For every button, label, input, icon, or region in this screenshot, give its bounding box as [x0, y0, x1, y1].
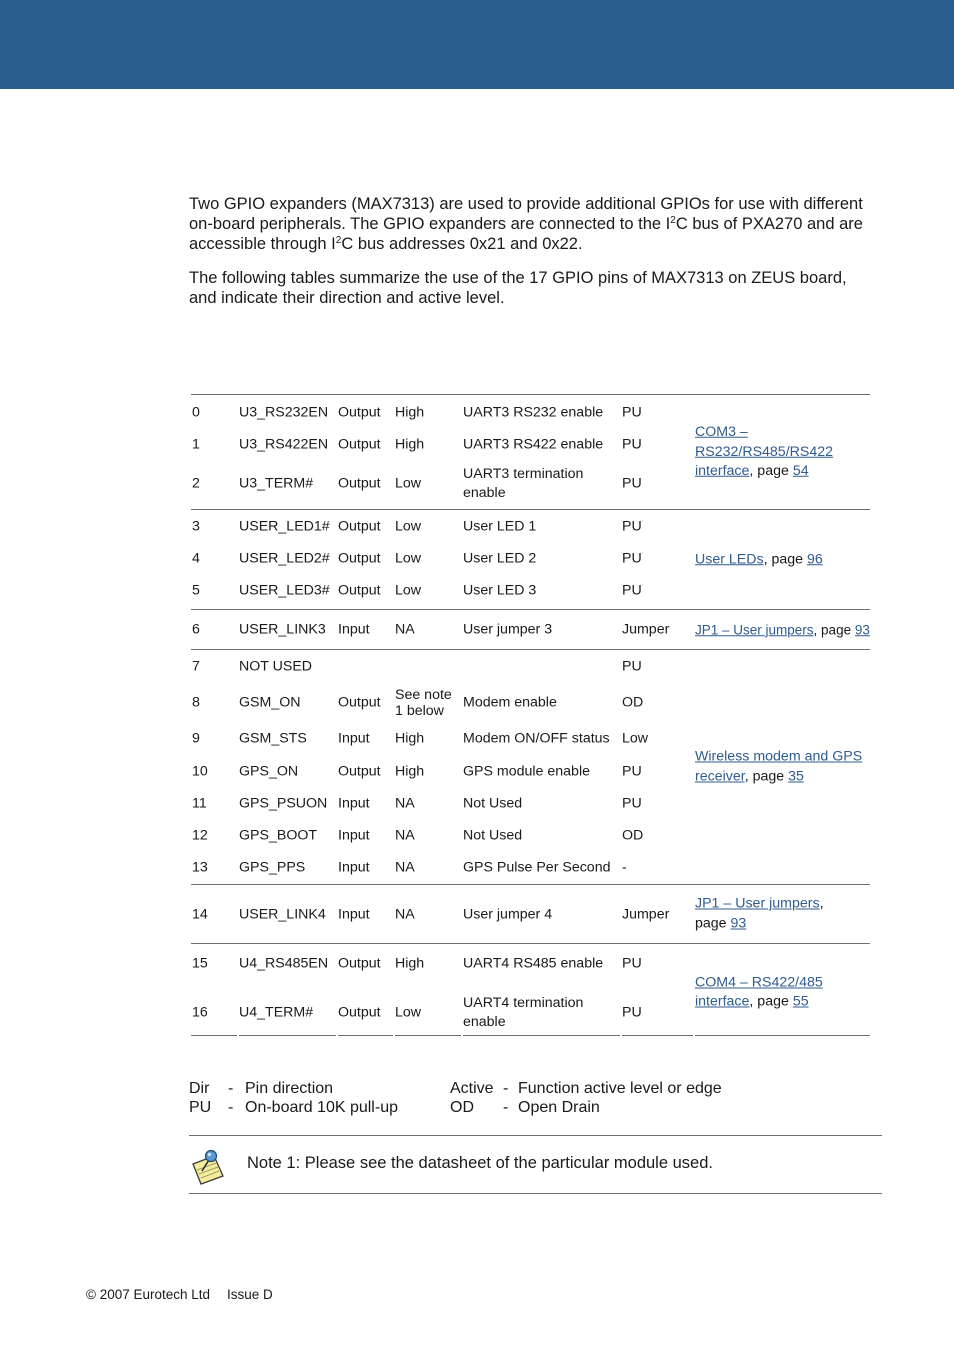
pin-direction: Output — [338, 436, 381, 452]
pin-function: Modem ON/OFF status — [463, 730, 610, 747]
pin-number: 16 — [192, 1004, 208, 1020]
legend-od-desc: Open Drain — [518, 1099, 600, 1116]
cross-reference — [695, 973, 873, 1012]
pin-name: GPS_BOOT — [239, 827, 318, 844]
page-footer — [86, 1287, 273, 1303]
rule-segment — [463, 1035, 620, 1036]
pin-direction: Output — [338, 518, 381, 535]
footer-issue: Issue D — [227, 1287, 273, 1302]
pin-function: Not Used — [463, 827, 523, 844]
pin-name: U3_RS422EN — [239, 436, 329, 452]
table-row — [191, 650, 870, 684]
rule-segment — [338, 1035, 393, 1036]
pin-pull: PU — [622, 582, 642, 599]
reference-page-prefix: , page — [763, 550, 807, 567]
table-row — [191, 820, 870, 852]
pin-number: 9 — [192, 730, 200, 747]
reference-page-prefix: , page — [744, 768, 789, 784]
pin-group — [191, 609, 870, 649]
pin-direction: Input — [338, 906, 370, 922]
pin-function: User LED 3 — [463, 582, 537, 599]
footer-copyright: © 2007 Eurotech Ltd — [86, 1287, 211, 1302]
reference-page-link[interactable]: 54 — [792, 462, 809, 479]
reference-page-link[interactable]: 93 — [854, 621, 870, 637]
pin-name: USER_LED2# — [239, 550, 330, 566]
table-row — [191, 788, 870, 820]
pin-number: 11 — [192, 795, 207, 812]
rule-segment — [239, 1035, 336, 1036]
pin-pull: PU — [622, 658, 642, 675]
pin-active-level: High — [395, 436, 425, 452]
pin-number: 3 — [192, 518, 200, 535]
cross-reference — [695, 423, 873, 482]
pin-name: U4_RS485EN — [239, 955, 329, 972]
pin-name: U3_RS232EN — [239, 404, 329, 420]
pin-pull: PU — [622, 795, 642, 812]
pin-number: 6 — [192, 621, 200, 637]
pin-name: U4_TERM# — [239, 1004, 314, 1020]
pin-function: User jumper 4 — [463, 906, 553, 922]
reference-link[interactable]: Wireless modem and GPS receiver — [695, 748, 863, 784]
pin-group — [191, 509, 870, 609]
pin-number: 4 — [192, 550, 200, 566]
gpio-table — [191, 394, 870, 1041]
pin-direction: Output — [338, 955, 381, 972]
cross-reference — [695, 550, 873, 570]
reference-link[interactable]: JP1 – User jumpers — [695, 621, 814, 637]
reference-page-link[interactable]: 55 — [792, 993, 809, 1010]
note-text: Note 1: Please see the datasheet of the particular module used. — [247, 1154, 713, 1172]
pin-direction: Output — [338, 694, 381, 711]
pin-direction: Output — [338, 404, 381, 420]
header-banner — [0, 0, 954, 89]
pin-number: 1 — [192, 436, 200, 452]
reference-link[interactable]: COM4 – RS422/485 interface — [695, 974, 823, 1010]
note-top-rule — [189, 1135, 882, 1136]
pin-function: UART3 RS232 enable — [463, 404, 604, 420]
rule-segment — [395, 1035, 461, 1036]
pin-active-level: NA — [395, 906, 415, 922]
pin-number: 2 — [192, 475, 200, 492]
pin-active-level: Low — [395, 475, 422, 492]
table-bottom-rule — [191, 1035, 870, 1036]
pin-number: 12 — [192, 827, 208, 844]
pin-function: Modem enable — [463, 694, 557, 711]
table-row — [191, 510, 870, 544]
pin-name: GSM_ON — [239, 694, 301, 711]
pin-group — [191, 394, 870, 509]
pin-active-level: High — [395, 955, 425, 972]
pin-pull: Jumper — [622, 621, 670, 637]
pin-pull: PU — [622, 518, 642, 535]
legend-dash: - — [503, 1099, 509, 1116]
pin-name: NOT USED — [239, 658, 313, 675]
pin-number: 14 — [192, 906, 208, 922]
reference-page-link[interactable]: 93 — [730, 915, 747, 931]
pin-name: GPS_PSUON — [239, 795, 328, 812]
pin-function: User LED 2 — [463, 550, 537, 566]
pin-number: 5 — [192, 582, 200, 599]
rule-segment — [191, 1035, 237, 1036]
pin-function: User LED 1 — [463, 518, 537, 535]
pin-name: USER_LED3# — [239, 582, 330, 599]
pin-direction: Output — [338, 475, 381, 492]
legend-dir-key: Dir — [189, 1080, 210, 1097]
cross-reference — [695, 748, 873, 787]
pin-active-level: Low — [395, 582, 422, 599]
pin-direction: Input — [338, 621, 370, 637]
pin-function: User jumper 3 — [463, 621, 553, 637]
reference-page-link[interactable]: 35 — [788, 768, 804, 784]
legend-active-desc: Function active level or edge — [518, 1080, 722, 1097]
pin-name: GSM_STS — [239, 730, 307, 747]
pin-direction: Output — [338, 763, 381, 780]
pin-group — [191, 943, 870, 1041]
pin-pull: PU — [622, 1004, 642, 1020]
pin-pull: OD — [622, 694, 644, 711]
reference-link[interactable]: COM3 – RS232/RS485/RS422 interface — [695, 423, 834, 479]
table-row — [191, 684, 870, 722]
legend-pu-key: PU — [189, 1099, 212, 1116]
pin-pull: Jumper — [622, 906, 670, 922]
pin-pull: PU — [622, 550, 642, 566]
legend-od-key: OD — [450, 1099, 474, 1116]
pin-active-level: High — [395, 404, 425, 420]
pin-number: 0 — [192, 404, 200, 420]
pin-number: 8 — [192, 694, 200, 711]
pin-direction: Input — [338, 730, 370, 747]
legend-pu-desc: On-board 10K pull-up — [245, 1099, 398, 1116]
reference-link[interactable]: User LEDs — [695, 550, 764, 567]
reference-page-prefix: , page — [813, 621, 855, 637]
pin-pull: Low — [622, 730, 649, 747]
pin-function: UART3 termination enable — [463, 466, 584, 501]
pin-active-level: Low — [395, 550, 422, 566]
pin-function: GPS module enable — [463, 763, 590, 780]
intro-paragraph-1: Two GPIO expanders (MAX7313) are used to provide additional GPIOs for use with different on-board peripherals. The GPIO expanders are connected to the $I^2C$ bus of PXA270 and are accessible through $I^2C$ bus addresses 0x21 and 0x22. — [189, 195, 863, 253]
reference-link[interactable]: JP1 – User jumpers — [695, 895, 820, 912]
table-row — [191, 573, 870, 609]
pin-direction: Output — [338, 550, 381, 566]
pin-number: 15 — [192, 955, 208, 972]
pin-active-level: NA — [395, 621, 415, 637]
pin-pull: PU — [622, 763, 642, 780]
pin-pull: PU — [622, 404, 642, 420]
pin-number: 13 — [192, 859, 208, 876]
cross-reference — [695, 620, 870, 640]
pin-function: UART4 termination enable — [463, 994, 584, 1030]
reference-page-link[interactable]: 96 — [806, 550, 823, 567]
pin-group — [191, 649, 870, 884]
table-row — [191, 852, 870, 884]
reference-page-prefix: , page — [749, 993, 793, 1010]
pin-pull: PU — [622, 475, 642, 492]
pin-group — [191, 884, 870, 943]
pin-pull: - — [622, 859, 627, 876]
pin-function: UART4 RS485 enable — [463, 955, 604, 972]
pin-active-level: NA — [395, 859, 415, 876]
rule-segment — [622, 1035, 693, 1036]
pin-name: USER_LED1# — [239, 518, 330, 535]
pin-active-level: NA — [395, 827, 415, 844]
pin-active-level: See note 1 below — [395, 687, 452, 719]
pin-active-level: NA — [395, 795, 415, 812]
pin-active-level: Low — [395, 1004, 422, 1020]
pin-function: UART3 RS422 enable — [463, 436, 604, 452]
intro-paragraph-2: The following tables summarize the use of the 17 GPIO pins of MAX7313 on ZEUS board, and indicate their direction and active level. — [189, 269, 847, 307]
legend-dash: - — [228, 1099, 234, 1116]
pin-function: GPS Pulse Per Second — [463, 859, 611, 876]
cross-reference — [695, 895, 873, 934]
reference-page-prefix: , page — [749, 462, 793, 479]
pin-pull: OD — [622, 827, 644, 844]
pin-name: GPS_PPS — [239, 859, 306, 876]
pin-direction: Output — [338, 582, 381, 599]
rule-segment — [695, 1035, 870, 1036]
pin-active-level: High — [395, 763, 425, 780]
pin-direction: Input — [338, 795, 370, 812]
pin-function: Not Used — [463, 795, 523, 812]
pin-active-level: High — [395, 730, 425, 747]
note-bottom-rule — [189, 1193, 882, 1194]
pin-pull: PU — [622, 436, 642, 452]
pin-number: 10 — [192, 763, 208, 780]
pin-direction: Input — [338, 859, 370, 876]
legend-dir-desc: Pin direction — [245, 1080, 334, 1097]
pin-pull: PU — [622, 955, 642, 972]
pin-name: USER_LINK3 — [239, 621, 326, 637]
legend-dash: - — [228, 1080, 234, 1097]
pin-name: GPS_ON — [239, 763, 299, 780]
note-pad-pin-icon — [188, 1144, 230, 1191]
pin-name: USER_LINK4 — [239, 906, 326, 922]
pin-name: U3_TERM# — [239, 475, 314, 492]
pin-direction: Input — [338, 827, 370, 844]
reference-page-prefix: , page — [695, 895, 824, 931]
pin-active-level: Low — [395, 518, 422, 535]
legend-dash: - — [503, 1080, 509, 1097]
pin-direction: Output — [338, 1004, 381, 1020]
pin-number: 7 — [192, 658, 200, 675]
legend-active-key: Active — [450, 1080, 494, 1097]
